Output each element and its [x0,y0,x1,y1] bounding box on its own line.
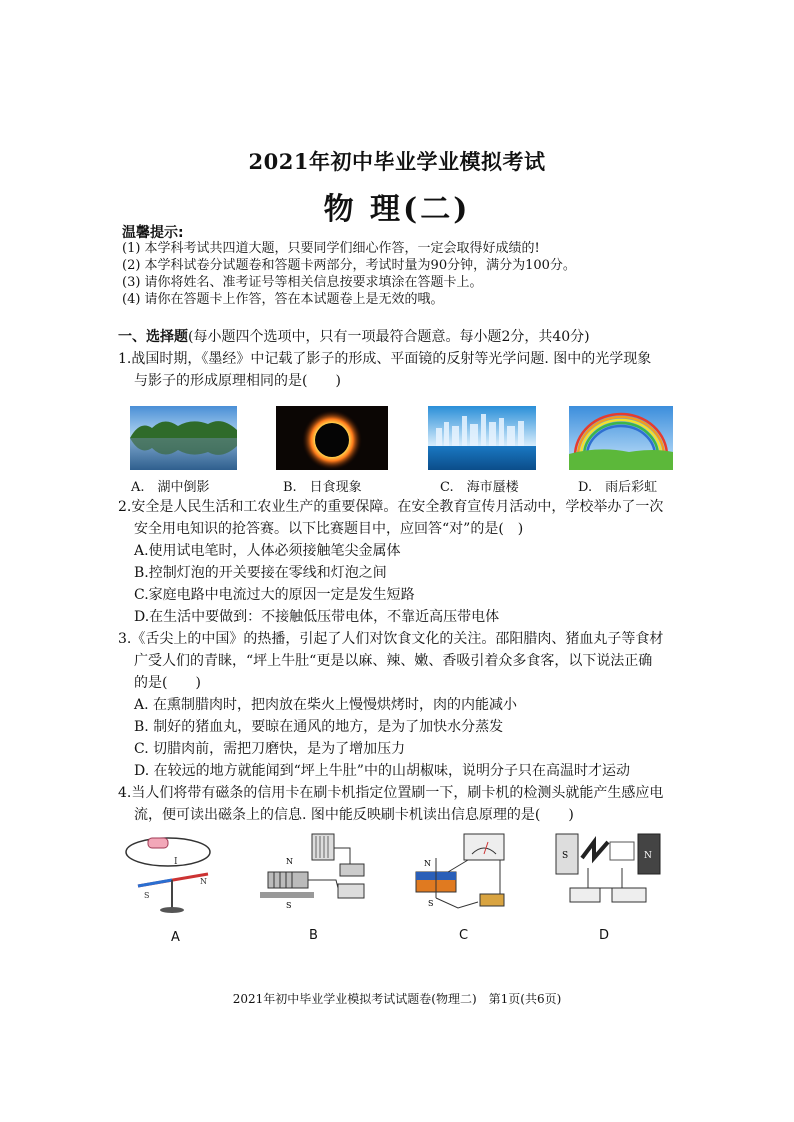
option-c: C. 切腊肉前，需把刀磨快，是为了增加压力 [134,741,406,757]
svg-text:S: S [562,851,569,861]
lake-reflection-image [130,406,237,470]
svg-text:N: N [200,877,207,886]
mirage-image [428,406,536,470]
question-3-line: 3.《舌尖上的中国》的热播，引起了人们对饮食文化的关注。邵阳腊肉、猪血丸子等食材 [118,631,664,647]
question-4-line: 4.当人们将带有磁条的信用卡在刷卡机指定位置刷一下，刷卡机的检测头就能产生感应电 [118,785,664,801]
tip-item: (4) 请你在答题卡上作答，答在本试题卷上是无效的哦。 [122,292,444,307]
oersted-experiment-diagram [120,828,220,918]
solar-eclipse-image [276,406,388,470]
svg-text:S: S [286,901,292,910]
electromagnet-diagram [250,828,370,918]
question-2-line: 安全用电知识的抢答赛。以下比赛题目中，应回答“对”的是( ) [134,521,524,537]
diagram-label-a: A [171,930,180,945]
question-1-line: 与影子的形成原理相同的是( ) [134,373,341,389]
option-a: A.使用试电笔时，人体必须接触笔尖金属体 [134,543,401,559]
tip-item: (1) 本学科考试共四道大题，只要同学们细心作答，一定会取得好成绩的! [122,241,540,256]
exam-title: 2021年初中毕业学业模拟考试 [248,149,546,174]
option-c: C.家庭电路中电流过大的原因一定是发生短路 [134,587,415,603]
tip-item: (2) 本学科试卷分试题卷和答题卡两部分，考试时量为90分钟，满分为100分。 [122,258,576,273]
question-1-line: 1.战国时期，《墨经》中记载了影子的形成、平面镜的反射等光学问题. 图中的光学现象 [118,351,652,367]
option-c: C. 海市蜃楼 [440,480,519,495]
svg-text:N: N [644,851,652,861]
option-b: B. 日食现象 [283,480,362,495]
tip-item: (3) 请你将姓名、准考证号等相关信息按要求填涂在答题卡上。 [122,275,483,290]
section-label: 一、选择题 [118,329,188,345]
svg-text:N: N [424,859,431,868]
svg-text:S: S [428,899,434,908]
option-d: D. 雨后彩虹 [578,480,658,495]
svg-text:N: N [286,857,293,866]
question-2-line: 2.安全是人民生活和工农业生产的重要保障。在安全教育宣传月活动中，学校举办了一次 [118,499,664,515]
section-heading [118,326,590,346]
diagram-label-c: C [459,928,469,943]
diagram-label-d: D [599,928,610,943]
electromagnetic-induction-diagram [408,828,518,918]
exam-subject: 物 理(二) [323,192,471,227]
option-b: B.控制灯泡的开关要接在零线和灯泡之间 [134,565,387,581]
tips-heading: 温馨提示: [122,225,184,241]
svg-text:I: I [174,857,178,867]
motor-diagram [552,828,664,918]
rainbow-image [569,406,673,470]
option-d: D. 在较远的地方就能闻到“坪上牛肚”中的山胡椒味，说明分子只在高温时才运动 [134,763,630,779]
option-a: A. 湖中倒影 [131,480,210,495]
option-b: B. 制好的猪血丸，要晾在通风的地方，是为了加快水分蒸发 [134,719,504,735]
svg-text:S: S [144,891,150,900]
diagram-label-b: B [309,928,318,943]
question-3-line: 广受人们的青睐，“坪上牛肚“更是以麻、辣、嫩、香吸引着众多食客，以下说法正确 [134,653,653,669]
option-a: A. 在熏制腊肉时，把肉放在柴火上慢慢烘烤时，肉的内能减小 [134,697,518,713]
section-note: (每小题四个选项中，只有一项最符合题意。每小题2分，共40分) [188,329,590,345]
question-4-line: 流，便可读出磁条上的信息. 图中能反映刷卡机读出信息原理的是( ) [134,807,574,823]
option-d: D.在生活中要做到：不接触低压带电体，不靠近高压带电体 [134,609,500,625]
page-footer: 2021年初中毕业学业模拟考试试题卷(物理二) 第1页(共6页) [232,992,562,1006]
question-3-line: 的是( ) [134,675,201,691]
